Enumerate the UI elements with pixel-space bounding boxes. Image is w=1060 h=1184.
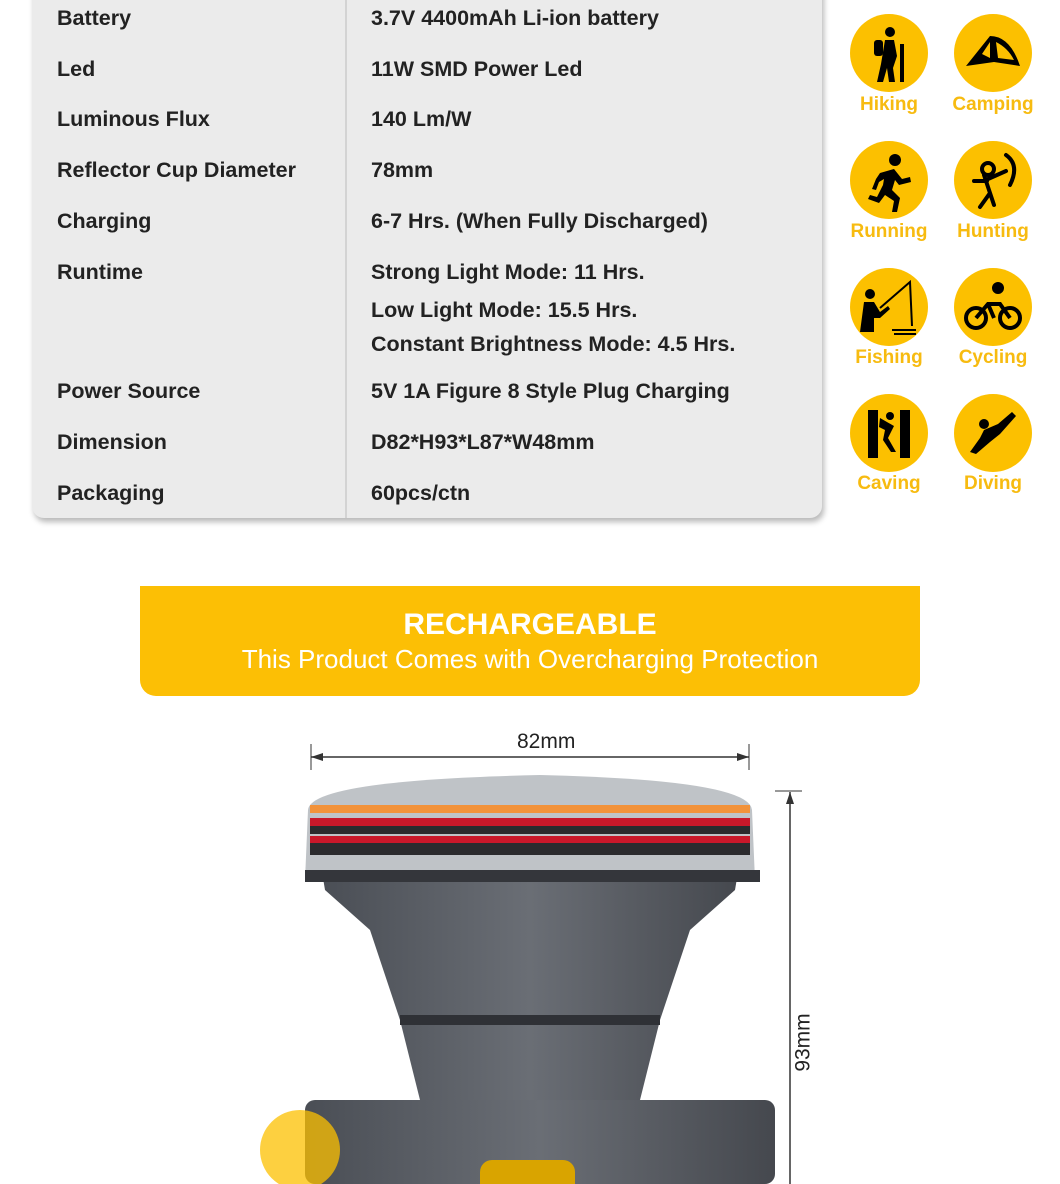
activity-label: Diving	[963, 473, 1023, 494]
tent-icon	[954, 14, 1032, 92]
spec-value: 78mm	[371, 158, 434, 182]
spec-label: Power Source	[57, 379, 201, 403]
activity-label: Fishing	[855, 347, 923, 368]
hiking-icon	[850, 14, 928, 92]
spec-value: 6-7 Hrs. (When Fully Discharged)	[371, 209, 708, 233]
width-dimension-label: 82mm	[517, 730, 576, 753]
spec-value: 3.7V 4400mAh Li-ion battery	[371, 6, 659, 30]
column-divider	[345, 0, 347, 518]
activity-label: Hiking	[859, 94, 919, 115]
spec-label: Packaging	[57, 481, 165, 505]
spec-value: 140 Lm/W	[371, 107, 472, 131]
spec-value: D82*H93*L87*W48mm	[371, 430, 595, 454]
banner-title: RECHARGEABLE	[403, 608, 657, 641]
spec-value: Low Light Mode: 15.5 Hrs.	[371, 298, 638, 322]
spec-value: 60pcs/ctn	[371, 481, 471, 505]
height-dimension-label: 93mm	[791, 1013, 815, 1072]
spec-value: Strong Light Mode: 11 Hrs.	[371, 260, 645, 284]
spec-label: Led	[57, 57, 96, 81]
archery-icon	[954, 141, 1032, 219]
climbing-icon	[850, 394, 928, 472]
spec-label: Charging	[57, 209, 152, 233]
rechargeable-banner	[140, 586, 920, 696]
spec-value: 5V 1A Figure 8 Style Plug Charging	[371, 379, 730, 403]
spec-label: Dimension	[57, 430, 167, 454]
spec-value: Constant Brightness Mode: 4.5 Hrs.	[371, 332, 736, 356]
spec-label: Runtime	[57, 260, 143, 284]
spec-value: 11W SMD Power Led	[371, 57, 583, 81]
spec-label: Reflector Cup Diameter	[57, 158, 296, 182]
diving-icon	[954, 394, 1032, 472]
activity-label: Hunting	[957, 221, 1029, 242]
activity-label: Caving	[857, 473, 921, 494]
activity-label: Camping	[952, 94, 1034, 115]
cycling-icon	[954, 268, 1032, 346]
fishing-icon	[850, 268, 928, 346]
activity-label: Running	[850, 221, 928, 242]
banner-subtitle: This Product Comes with Overcharging Protection	[241, 644, 819, 674]
headlamp-product-image	[0, 720, 1060, 1184]
spec-label: Battery	[57, 6, 132, 30]
spec-label: Luminous Flux	[57, 107, 210, 131]
running-icon	[850, 141, 928, 219]
activity-label: Cycling	[958, 347, 1028, 368]
